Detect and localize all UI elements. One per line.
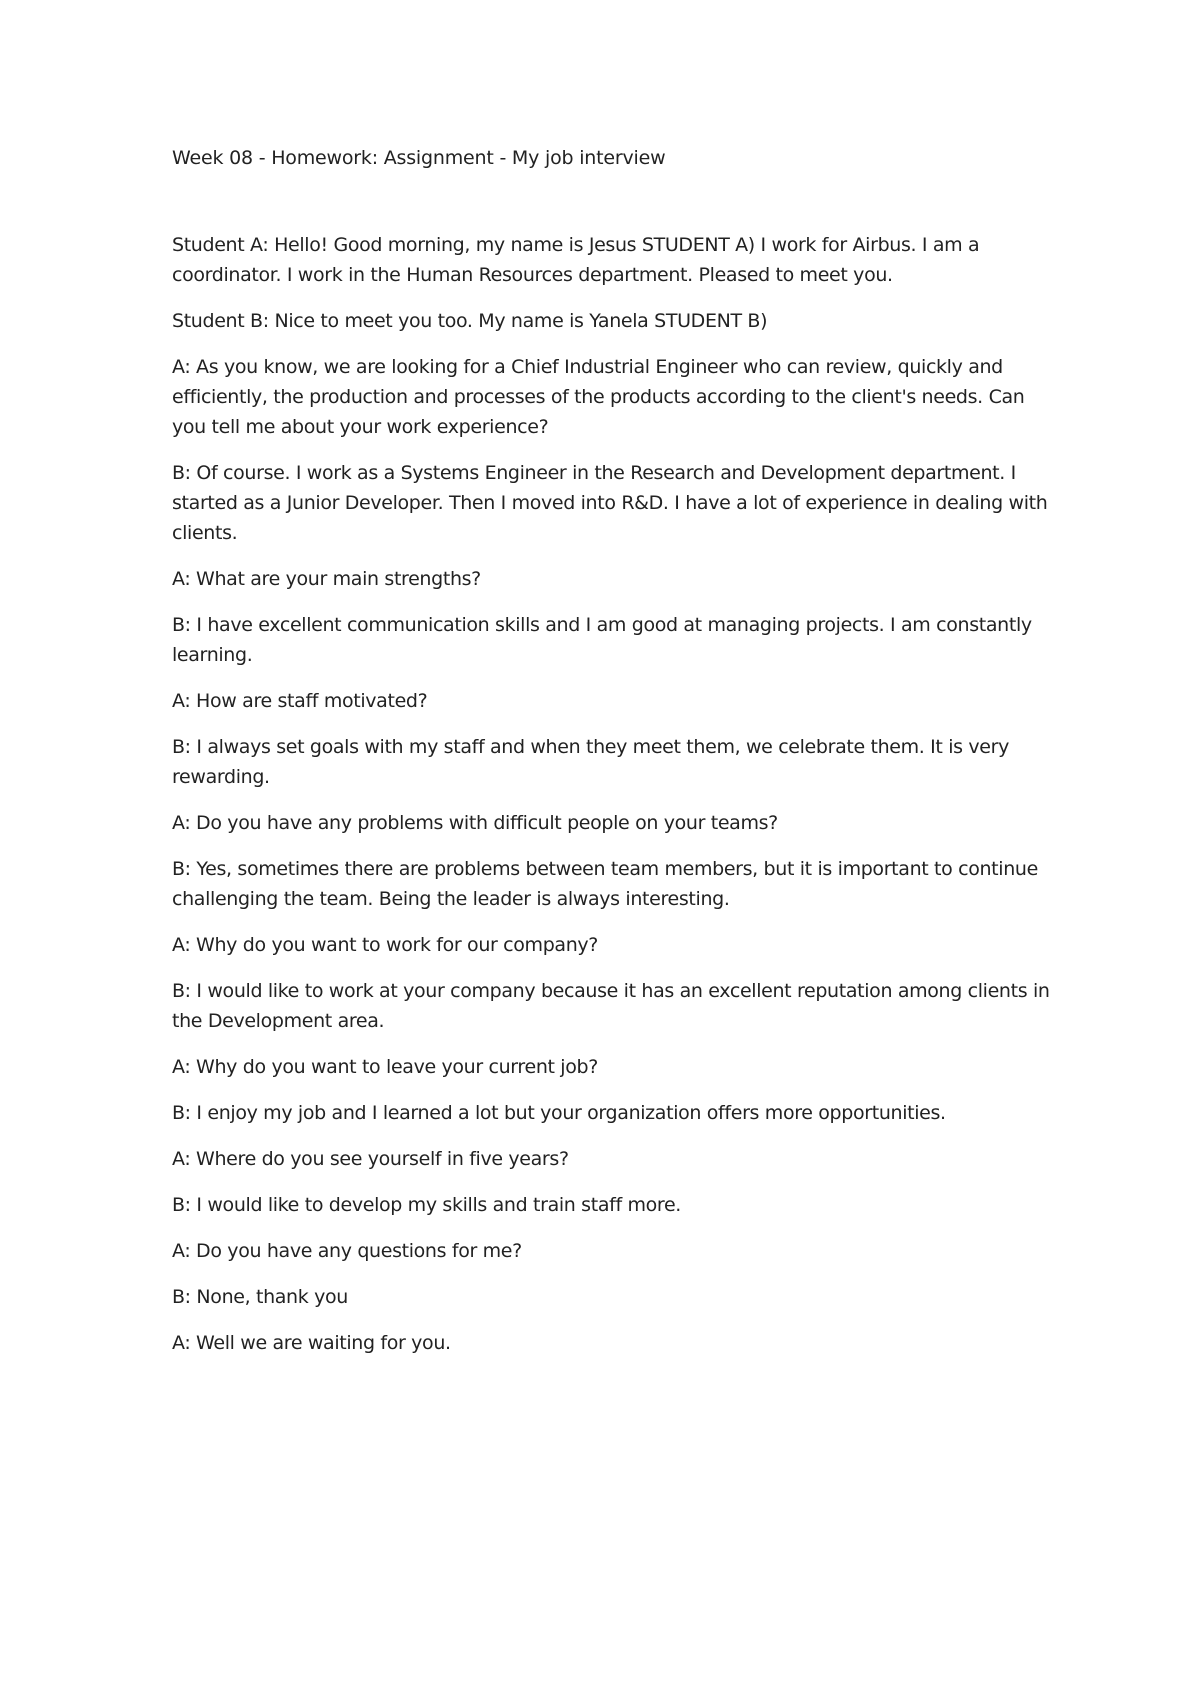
dialogue-line: A: Well we are waiting for you. — [172, 1332, 451, 1354]
dialogue-line: A: Why do you want to work for our company? — [172, 934, 599, 956]
document-title: Week 08 - Homework: Assignment - My job interview — [172, 147, 666, 169]
dialogue-line: B: Yes, sometimes there are problems between team members, but it is important to continue challenging the team. Being the leader is always interesting. — [172, 858, 1038, 910]
dialogue-line: A: Do you have any questions for me? — [172, 1240, 522, 1262]
dialogue-line: Student A: Hello! Good morning, my name is Jesus STUDENT A) I work for Airbus. I am a coordinator. I work in the Human Resources department. Pleased to meet you. — [172, 234, 980, 286]
dialogue-line: B: Of course. I work as a Systems Engineer in the Research and Development department. I started as a Junior Developer. Then I moved into R&D. I have a lot of experience in dealing with clients. — [172, 462, 1048, 544]
document-body — [172, 143, 1052, 1374]
dialogue-line: A: Where do you see yourself in five years? — [172, 1148, 569, 1170]
dialogue-line: B: I enjoy my job and I learned a lot but your organization offers more opportunities. — [172, 1102, 946, 1124]
dialogue-line: Student B: Nice to meet you too. My name is Yanela STUDENT B) — [172, 310, 768, 332]
dialogue-line: A: As you know, we are looking for a Chief Industrial Engineer who can review, quickly and efficiently, the production and processes of the products according to the client's needs. Can you tell me about your work experience? — [172, 356, 1025, 438]
dialogue-line: B: I have excellent communication skills and I am good at managing projects. I am constantly learning. — [172, 614, 1032, 666]
dialogue-line: B: I would like to work at your company because it has an excellent reputation among clients in the Development area. — [172, 980, 1050, 1032]
dialogue-line: B: None, thank you — [172, 1286, 348, 1308]
dialogue-line: A: How are staff motivated? — [172, 690, 428, 712]
dialogue-line: B: I would like to develop my skills and train staff more. — [172, 1194, 682, 1216]
dialogue-line: A: What are your main strengths? — [172, 568, 481, 590]
dialogue-line: B: I always set goals with my staff and when they meet them, we celebrate them. It is very rewarding. — [172, 736, 1009, 788]
dialogue-line: A: Do you have any problems with difficult people on your teams? — [172, 812, 778, 834]
dialogue-line: A: Why do you want to leave your current job? — [172, 1056, 598, 1078]
